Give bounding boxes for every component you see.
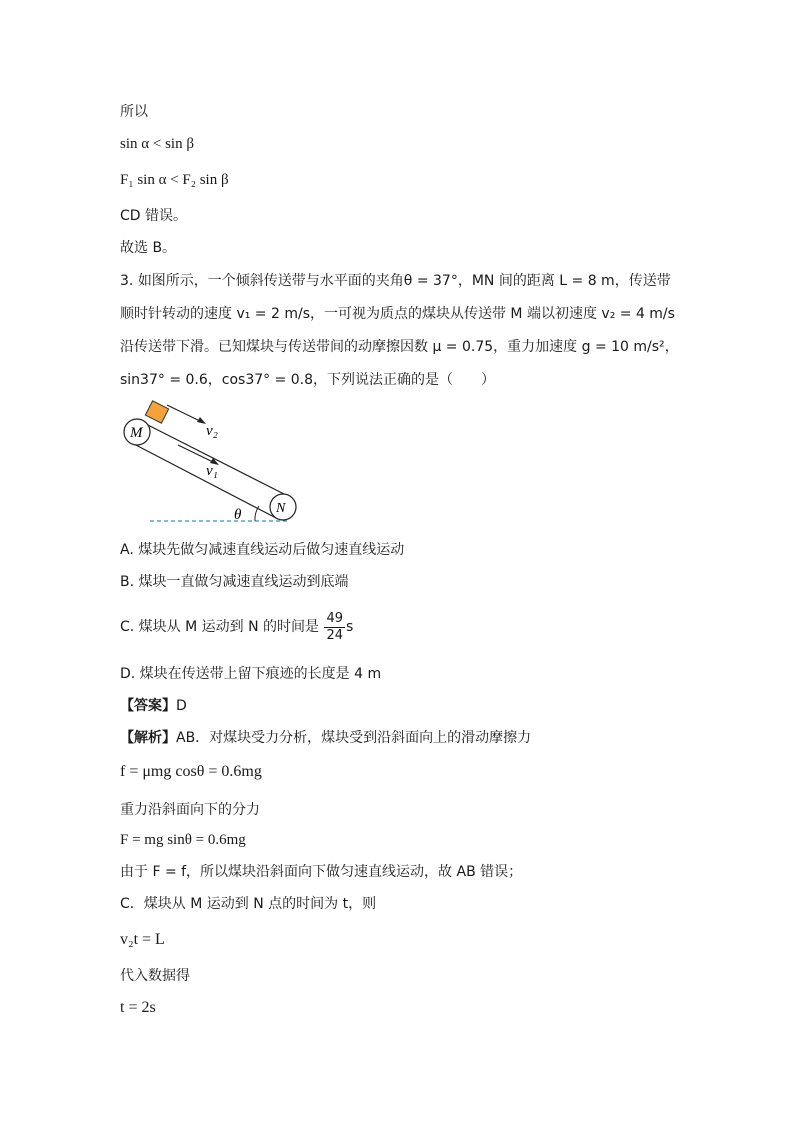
- v1-arrow: [178, 445, 215, 463]
- so-label: 所以: [120, 104, 148, 120]
- option-c-text: C. 煤块从 M 运动到 N 的时间是: [120, 619, 320, 635]
- since-text: 由于 F = f，所以煤块沿斜面向下做匀速直线运动，故 AB 错误；: [120, 864, 523, 880]
- inequality-force: F₁ sin α < F₂ sin β: [120, 172, 229, 188]
- v2-arrowhead: [197, 417, 206, 424]
- conveyor-belt-figure: [120, 395, 320, 530]
- equation-gravity: F = mg sinθ = 0.6mg: [120, 832, 246, 848]
- option-c: [120, 608, 353, 646]
- equation-t: t = 2s: [120, 999, 156, 1016]
- equation-v2t: v₂t = L: [120, 931, 165, 948]
- answer-label: 【答案】: [120, 698, 176, 714]
- option-c-fraction: [324, 611, 345, 644]
- fraction-numerator: 49: [326, 610, 344, 626]
- question-text: 如图所示，一个倾斜传送带与水平面的夹角θ = 37°，MN 间的距离 L = 8 m，传送带顺时针转动的速度 v₁ = 2 m/s，一可视为质点的煤块从传送带 M 端以初速度 v₂ = 4 m/s 沿传送带下滑。已知煤块与传送带间的动摩擦因数 μ = 0.75，重力加速度 g = 10 m/s²，sin37° = 0.6，cos37° = 0.8，下列说法正确的是（ ）: [120, 273, 679, 388]
- analysis-intro-text: AB．对煤块受力分析，煤块受到沿斜面向上的滑动摩擦力: [176, 730, 532, 746]
- option-a: A. 煤块先做匀减速直线运动后做匀速直线运动: [120, 542, 405, 558]
- gravity-component-text: 重力沿斜面向下的分力: [120, 802, 260, 818]
- question-3: [120, 265, 680, 397]
- answer-value: D: [176, 698, 187, 714]
- inequality-sin: sin α < sin β: [120, 136, 194, 152]
- option-c-analysis: C．煤块从 M 运动到 N 点的时间为 t，则: [120, 896, 377, 912]
- label-v1: v₁: [206, 463, 218, 479]
- analysis-intro: [120, 728, 531, 748]
- option-c-unit: s: [346, 619, 354, 635]
- label-m: M: [130, 425, 143, 441]
- label-v2: v₂: [206, 423, 218, 439]
- cd-wrong-text: CD 错误。: [120, 208, 188, 224]
- label-n: N: [276, 501, 286, 516]
- equation-friction: f = μmg cosθ = 0.6mg: [120, 763, 262, 780]
- substitute-text: 代入数据得: [120, 968, 190, 984]
- option-b: B. 煤块一直做匀减速直线运动到底端: [120, 574, 349, 590]
- label-theta: θ: [234, 507, 242, 523]
- v2-arrow: [167, 405, 202, 422]
- option-d: D. 煤块在传送带上留下痕迹的长度是 4 m: [120, 666, 382, 682]
- analysis-label: 【解析】: [120, 730, 176, 746]
- coal-block: [145, 401, 168, 423]
- question-number: 3.: [120, 273, 134, 289]
- choose-b-text: 故选 B。: [120, 240, 177, 256]
- fraction-denominator: 24: [326, 627, 344, 643]
- answer-line: [120, 696, 187, 716]
